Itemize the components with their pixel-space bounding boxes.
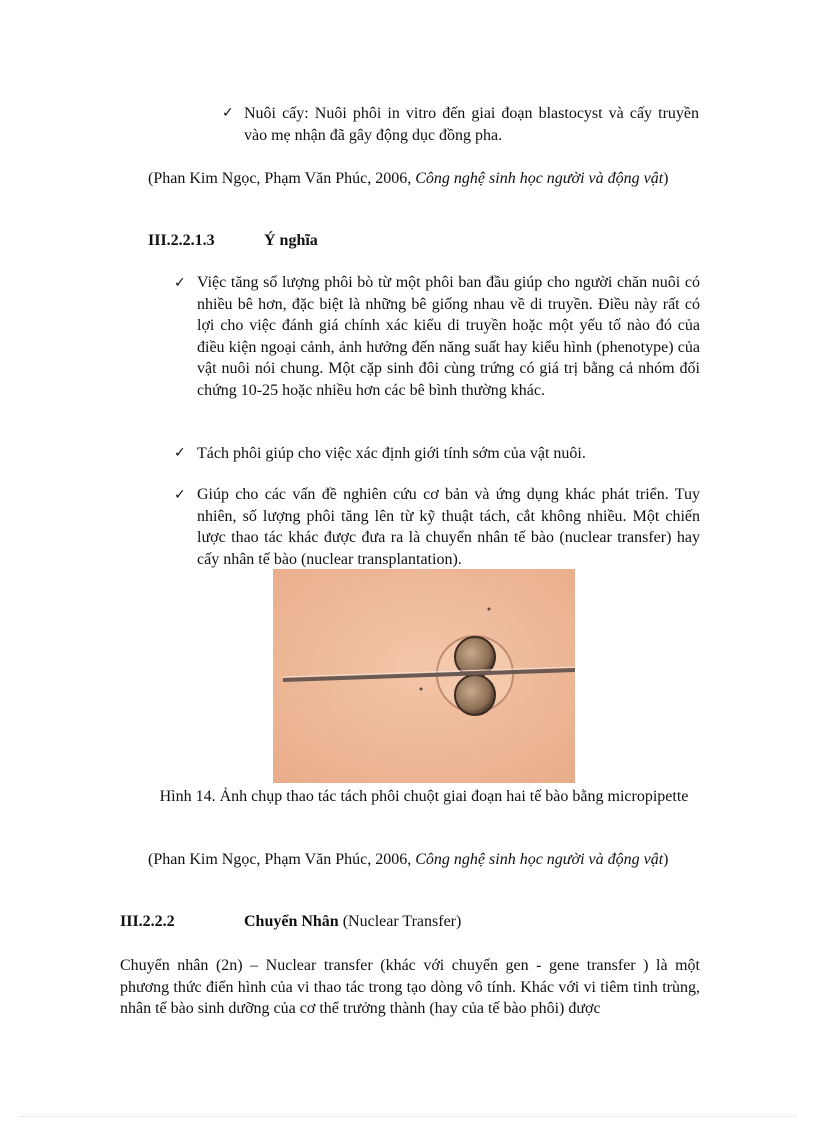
section-number-2: III.2.2.2 bbox=[120, 913, 175, 930]
check-icon: ✓ bbox=[174, 445, 186, 461]
bullet-significance-3: Giúp cho các vấn đề nghiên cứu cơ bản và ứng dụng khác phát triển. Tuy nhiên, số lượng phôi tăng lên từ kỹ thuật tách, cắt không nhiều. Một chiến lược thao tác khác được đưa ra là chuyển nhân tế bào (nuclear transfer) hay cấy nhân tế bào (nuclear transplantation). bbox=[197, 486, 700, 568]
embryo-micrograph bbox=[273, 569, 575, 783]
section-number: III.2.2.1.3 bbox=[148, 232, 215, 249]
section-title: Ý nghĩa bbox=[264, 232, 318, 249]
section-title-2: Chuyển Nhân (Nuclear Transfer) bbox=[244, 913, 462, 930]
citation-1: (Phan Kim Ngọc, Phạm Văn Phúc, 2006, Công nghệ sinh học người và động vật) bbox=[148, 170, 669, 187]
bullet-significance-1: Việc tăng số lượng phôi bò từ một phôi ban đầu giúp cho người chăn nuôi có nhiều bê hơn, đặc biệt là những bê giống nhau về di truyền. Điều này rất có lợi cho việc đánh giá chính xác kiểu di truyền hoặc một yếu tố nào đó của điều kiện ngoại cảnh, ảnh hưởng đến năng suất hay kiểu hình (phenotype) của vật nuôi nói chung. Một cặp sinh đôi cùng trứng có giá trị bằng cả nhóm đối chứng 10-25 hoặc nhiều hơn các bê bình thường khác. bbox=[197, 274, 700, 399]
page-bottom-rule bbox=[20, 1116, 796, 1117]
bullet-significance-2: Tách phôi giúp cho việc xác định giới tính sớm của vật nuôi. bbox=[197, 445, 586, 462]
check-icon: ✓ bbox=[174, 487, 186, 503]
bullet-culture: Nuôi cấy: Nuôi phôi in vitro đến giai đoạn blastocyst và cấy truyền vào mẹ nhận đã gây động dục đồng pha. bbox=[244, 105, 699, 144]
citation-2: (Phan Kim Ngọc, Phạm Văn Phúc, 2006, Công nghệ sinh học người và động vật) bbox=[148, 851, 669, 868]
check-icon: ✓ bbox=[222, 105, 234, 121]
figure-caption: Hình 14. Ảnh chụp thao tác tách phôi chuột giai đoạn hai tế bào bằng micropipette bbox=[159, 788, 689, 805]
check-icon: ✓ bbox=[174, 275, 186, 291]
citation-1-title: Công nghệ sinh học người và động vật bbox=[415, 170, 664, 187]
body-paragraph: Chuyển nhân (2n) – Nuclear transfer (khác với chuyển gen - gene transfer ) là một phương thức điển hình của vi thao tác trong tạo dòng vô tính. Khác với vi tiêm tinh trùng, nhân tế bào sinh dưỡng của cơ thể trưởng thành (hay của tế bào phôi) được bbox=[120, 957, 700, 1017]
citation-2-title: Công nghệ sinh học người và động vật bbox=[415, 851, 664, 868]
